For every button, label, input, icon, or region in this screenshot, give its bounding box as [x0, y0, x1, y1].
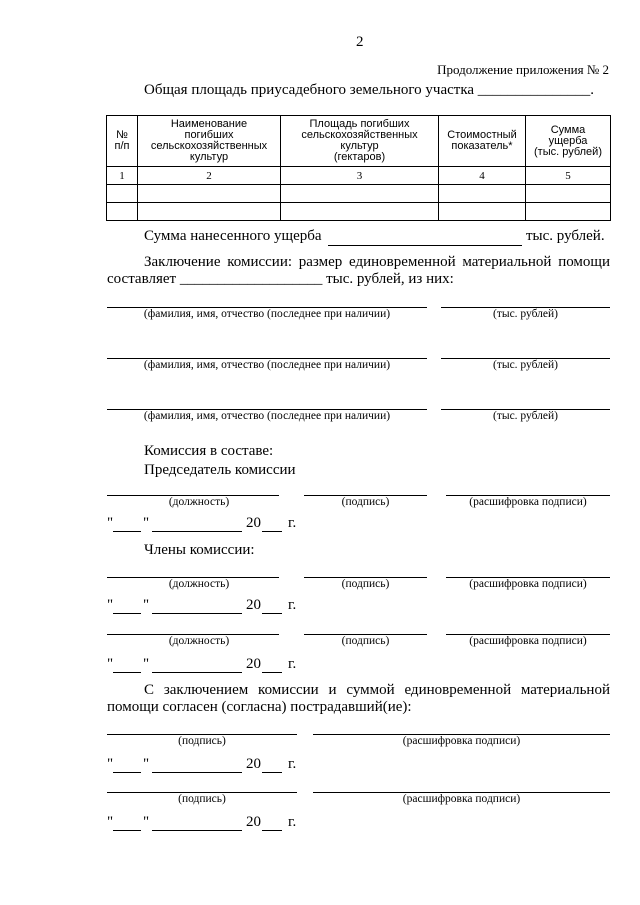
decoding-caption: (расшифровка подписи) [469, 496, 587, 508]
date-day-field[interactable] [113, 672, 141, 673]
amount-caption: (тыс. рублей) [492, 410, 559, 422]
position-caption: (должность) [168, 578, 230, 590]
table-cell[interactable] [138, 203, 281, 221]
table-header-cell: Стоимостный показатель* [439, 116, 526, 167]
table-header-cell: № п/п [107, 116, 138, 167]
date-year-suffix: г. [288, 756, 297, 772]
date-open-quote: " [107, 814, 114, 830]
table-cell[interactable] [439, 203, 526, 221]
table-row [107, 185, 611, 203]
decoding-caption: (расшифровка подписи) [402, 735, 521, 747]
commission-label: Комиссия в составе: [144, 443, 274, 459]
members-label: Члены комиссии: [144, 542, 255, 558]
date-year-field[interactable] [262, 613, 282, 614]
table-header-cell: Наименование погибших сельскохозяйственных культур [138, 116, 281, 167]
table-cell: 4 [439, 167, 526, 185]
damage-sum-unit: тыс. рублей. [526, 228, 605, 244]
table-header-cell: Сумма ущерба (тыс. рублей) [526, 116, 611, 167]
date-close-quote: " [143, 597, 150, 613]
decoding-caption: (расшифровка подписи) [402, 793, 521, 805]
damage-sum-label: Сумма нанесенного ущерба [144, 228, 322, 244]
fio-caption: (фамилия, имя, отчество (последнее при наличии) [143, 410, 391, 422]
table-cell[interactable] [439, 185, 526, 203]
table-cell[interactable] [107, 185, 138, 203]
table-header-row [107, 116, 611, 167]
date-open-quote: " [107, 515, 114, 531]
date-close-quote: " [143, 756, 150, 772]
table-cell[interactable] [526, 185, 611, 203]
position-caption: (должность) [168, 496, 230, 508]
table-cell: 5 [526, 167, 611, 185]
table-row [107, 203, 611, 221]
table-cell[interactable] [281, 203, 439, 221]
date-open-quote: " [107, 597, 114, 613]
date-year-suffix: г. [288, 515, 297, 531]
date-year-field[interactable] [262, 672, 282, 673]
signature-caption: (подпись) [341, 578, 390, 590]
position-caption: (должность) [168, 635, 230, 647]
signature-caption: (подпись) [341, 635, 390, 647]
date-month-field[interactable] [152, 672, 242, 673]
date-open-quote: " [107, 756, 114, 772]
date-year-field[interactable] [262, 830, 282, 831]
date-year-prefix: 20 [246, 656, 261, 672]
date-day-field[interactable] [113, 772, 141, 773]
fio-caption: (фамилия, имя, отчество (последнее при наличии) [143, 359, 391, 371]
table-cell[interactable] [281, 185, 439, 203]
date-year-suffix: г. [288, 814, 297, 830]
date-year-prefix: 20 [246, 515, 261, 531]
table-cell[interactable] [107, 203, 138, 221]
conclusion-line-1: Заключение комиссии: размер единовременной материальной помощи [144, 254, 610, 270]
date-year-prefix: 20 [246, 814, 261, 830]
decoding-caption: (расшифровка подписи) [469, 635, 587, 647]
table-header-cell: Площадь погибших сельскохозяйственных культур (гектаров) [281, 116, 439, 167]
fio-caption: (фамилия, имя, отчество (последнее при наличии) [143, 308, 391, 320]
table-column-number-row [107, 167, 611, 185]
table-cell: 3 [281, 167, 439, 185]
table-cell: 2 [138, 167, 281, 185]
signature-caption: (подпись) [178, 793, 226, 805]
amount-caption: (тыс. рублей) [492, 308, 559, 320]
decoding-caption: (расшифровка подписи) [469, 578, 587, 590]
date-day-field[interactable] [113, 531, 141, 532]
date-year-prefix: 20 [246, 756, 261, 772]
date-close-quote: " [143, 656, 150, 672]
signature-caption: (подпись) [341, 496, 390, 508]
agreement-line-2: помощи согласен (согласна) пострадавший(ие): [107, 699, 412, 715]
table-cell[interactable] [526, 203, 611, 221]
page-number: 2 [356, 34, 364, 50]
date-year-field[interactable] [262, 531, 282, 532]
date-close-quote: " [143, 814, 150, 830]
date-year-field[interactable] [262, 772, 282, 773]
date-year-suffix: г. [288, 656, 297, 672]
signature-caption: (подпись) [178, 735, 226, 747]
table-cell: 1 [107, 167, 138, 185]
table-cell[interactable] [138, 185, 281, 203]
appendix-header: Продолжение приложения № 2 [437, 62, 609, 77]
date-month-field[interactable] [152, 830, 242, 831]
date-year-prefix: 20 [246, 597, 261, 613]
date-month-field[interactable] [152, 531, 242, 532]
total-area-line: Общая площадь приусадебного земельного участка _______________. [144, 82, 595, 98]
date-year-suffix: г. [288, 597, 297, 613]
date-day-field[interactable] [113, 830, 141, 831]
agreement-line-1: С заключением комиссии и суммой единовременной материальной [144, 682, 610, 698]
date-day-field[interactable] [113, 613, 141, 614]
date-month-field[interactable] [152, 772, 242, 773]
amount-caption: (тыс. рублей) [492, 359, 559, 371]
damage-sum-field[interactable] [328, 245, 522, 246]
date-open-quote: " [107, 656, 114, 672]
crop-damage-table [106, 115, 611, 221]
chairman-label: Председатель комиссии [144, 462, 296, 478]
date-close-quote: " [143, 515, 150, 531]
date-month-field[interactable] [152, 613, 242, 614]
conclusion-line-2: составляет ___________________ тыс. рублей, из них: [107, 271, 454, 287]
